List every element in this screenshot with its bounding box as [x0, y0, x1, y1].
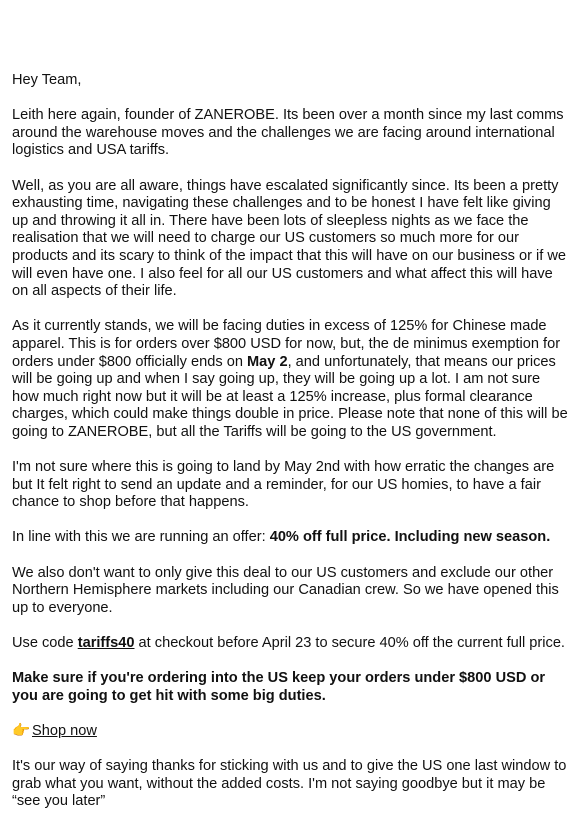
greeting: Hey Team,: [12, 72, 82, 88]
code-paragraph: [12, 635, 570, 653]
audience-paragraph: We also don't want to only give this deal to our US customers and exclude our other Northern Hemisphere markets including our Canadian crew. So we have opened this up to everyone.: [12, 564, 559, 616]
code-details: at checkout before April 23 to secure 40% off the current full price.: [134, 635, 565, 651]
offer-highlight: 40% off full price. Including new season.: [269, 529, 551, 546]
discount-code-link[interactable]: tariffs40: [77, 635, 135, 651]
offer-intro: In line with this we are running an offer:: [12, 529, 270, 546]
duties-warning: [12, 670, 570, 705]
shop-now-row: [12, 723, 570, 741]
closing-paragraph: It's our way of saying thanks for sticking with us and to give the US one last window to grab what you want, without the added costs. I'm not saying goodbye but it may be “see you later”: [12, 758, 567, 810]
duties-text-end: , and unfortunately, that means our prices will be going up and when I say going up, they will be going up a lot. I am not sure how much right now but it will be at least a 125% increase, plus formal clearance charges, which could make things double in price. Please note that none of this will be going to ZANEROBE, but all the Tariffs will be going to the US government.: [12, 353, 568, 440]
pointing-hand-icon: 👉: [12, 722, 31, 739]
escalation-paragraph: Well, as you are all aware, things have escalated significantly since. Its been a pretty exhausting time, navigating these challenges and to be honest I have felt like giving up and throwing it all in. There have been lots of sleepless nights as we face the realisation that we will need to charge our US customers so much more for our products and its scary to think of the impact that this will have on our business or if we will even have one. I also feel for all our US customers and what affect this will have on all aspects of their life.: [12, 177, 567, 300]
email-body: [12, 72, 570, 829]
duties-text-start: As it currently stands, we will be facing duties in excess of 125% for Chinese made apparel. This is for orders over $800 USD for now, but, the de minimus exemption for orders under $800 officially ends on: [12, 318, 561, 370]
code-intro: Use code: [12, 635, 78, 651]
intro-paragraph: Leith here again, founder of ZANEROBE. Its been over a month since my last comms around the warehouse moves and the challenges we are facing around international logistics and USA tariffs.: [12, 107, 564, 159]
shop-now-link[interactable]: Shop now: [32, 722, 97, 739]
offer-paragraph: [12, 529, 570, 547]
duties-paragraph: [12, 318, 570, 441]
update-paragraph: I'm not sure where this is going to land by May 2nd with how erratic the changes are but It felt right to send an update and a reminder, for our US homies, to have a fair chance to shop before that happens.: [12, 459, 555, 511]
deadline-date: May 2: [247, 353, 288, 370]
duties-warning-text: Make sure if you're ordering into the US keep your orders under $800 USD or you are going to get hit with some big duties.: [12, 670, 546, 704]
